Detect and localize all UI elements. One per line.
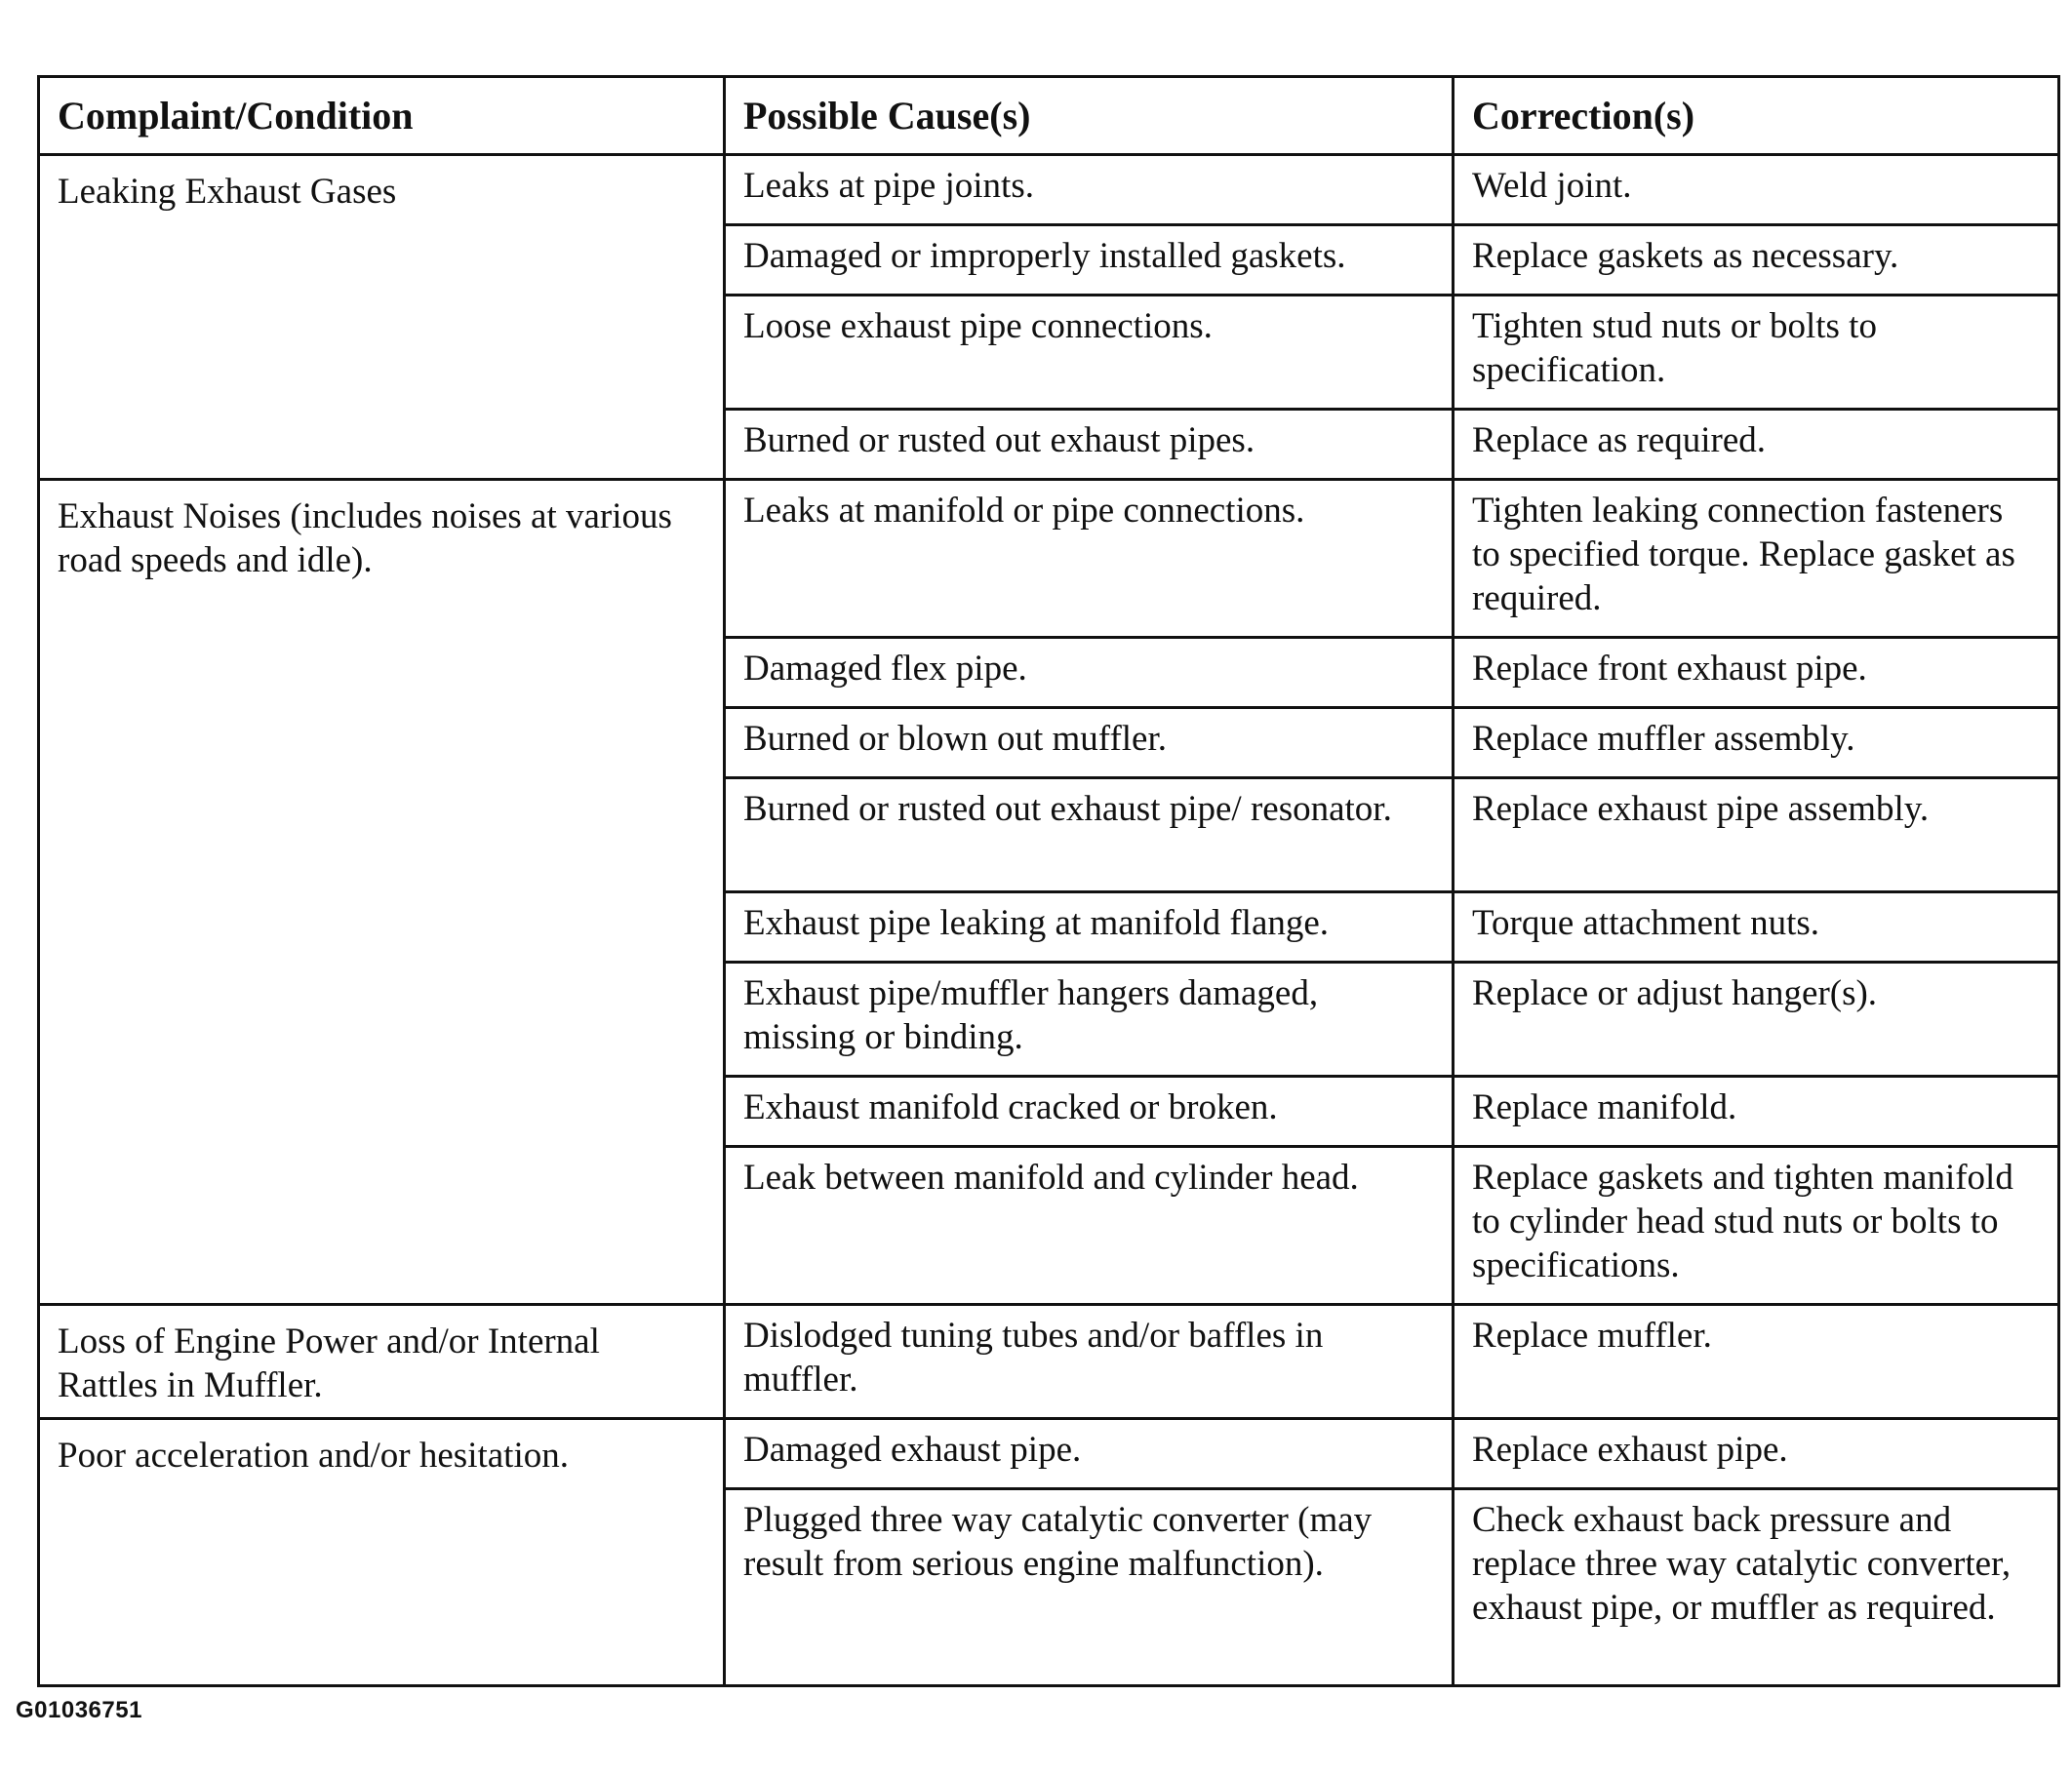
correction-cell: Check exhaust back pressure and replace three way catalytic converter, exhaust pipe, or muffler as required.: [1454, 1489, 2059, 1686]
complaint-cell: Leaking Exhaust Gases: [39, 155, 725, 480]
cause-cell: Leaks at manifold or pipe connections.: [725, 480, 1454, 638]
correction-cell: Replace as required.: [1454, 410, 2059, 480]
cause-cell: Damaged exhaust pipe.: [725, 1419, 1454, 1489]
diagnosis-table: [37, 75, 2060, 1687]
correction-cell: Replace or adjust hanger(s).: [1454, 963, 2059, 1077]
table-row: [39, 155, 2059, 225]
cause-cell: Burned or blown out muffler.: [725, 708, 1454, 778]
correction-cell: Torque attachment nuts.: [1454, 892, 2059, 963]
correction-cell: Tighten leaking connection fasteners to specified torque. Replace gasket as required.: [1454, 480, 2059, 638]
complaint-cell: Exhaust Noises (includes noises at various road speeds and idle).: [39, 480, 725, 1305]
cause-cell: Dislodged tuning tubes and/or baffles in muffler.: [725, 1305, 1454, 1419]
figure-id: G01036751: [16, 1697, 142, 1723]
header-cause: Possible Cause(s): [725, 77, 1454, 155]
cause-cell: Burned or rusted out exhaust pipes.: [725, 410, 1454, 480]
correction-cell: Replace front exhaust pipe.: [1454, 638, 2059, 708]
complaint-cell: Loss of Engine Power and/or Internal Rattles in Muffler.: [39, 1305, 725, 1419]
complaint-cell: Poor acceleration and/or hesitation.: [39, 1419, 725, 1686]
cause-cell: Exhaust pipe/muffler hangers damaged, missing or binding.: [725, 963, 1454, 1077]
cause-cell: Plugged three way catalytic converter (may result from serious engine malfunction).: [725, 1489, 1454, 1686]
correction-cell: Weld joint.: [1454, 155, 2059, 225]
header-correction: Correction(s): [1454, 77, 2059, 155]
correction-cell: Replace gaskets as necessary.: [1454, 225, 2059, 296]
cause-cell: Burned or rusted out exhaust pipe/ resonator.: [725, 778, 1454, 892]
cause-cell: Loose exhaust pipe connections.: [725, 296, 1454, 410]
correction-cell: Replace muffler.: [1454, 1305, 2059, 1419]
cause-cell: Damaged or improperly installed gaskets.: [725, 225, 1454, 296]
correction-cell: Replace exhaust pipe assembly.: [1454, 778, 2059, 892]
correction-cell: Replace exhaust pipe.: [1454, 1419, 2059, 1489]
table-row: [39, 480, 2059, 638]
cause-cell: Leaks at pipe joints.: [725, 155, 1454, 225]
table-row: [39, 1305, 2059, 1419]
correction-cell: Replace gaskets and tighten manifold to cylinder head stud nuts or bolts to specifications.: [1454, 1147, 2059, 1305]
cause-cell: Exhaust manifold cracked or broken.: [725, 1077, 1454, 1147]
cause-cell: Damaged flex pipe.: [725, 638, 1454, 708]
header-row: [39, 77, 2059, 155]
cause-cell: Exhaust pipe leaking at manifold flange.: [725, 892, 1454, 963]
header-complaint: Complaint/Condition: [39, 77, 725, 155]
correction-cell: Replace manifold.: [1454, 1077, 2059, 1147]
correction-cell: Replace muffler assembly.: [1454, 708, 2059, 778]
table-row: [39, 1419, 2059, 1489]
correction-cell: Tighten stud nuts or bolts to specification.: [1454, 296, 2059, 410]
cause-cell: Leak between manifold and cylinder head.: [725, 1147, 1454, 1305]
